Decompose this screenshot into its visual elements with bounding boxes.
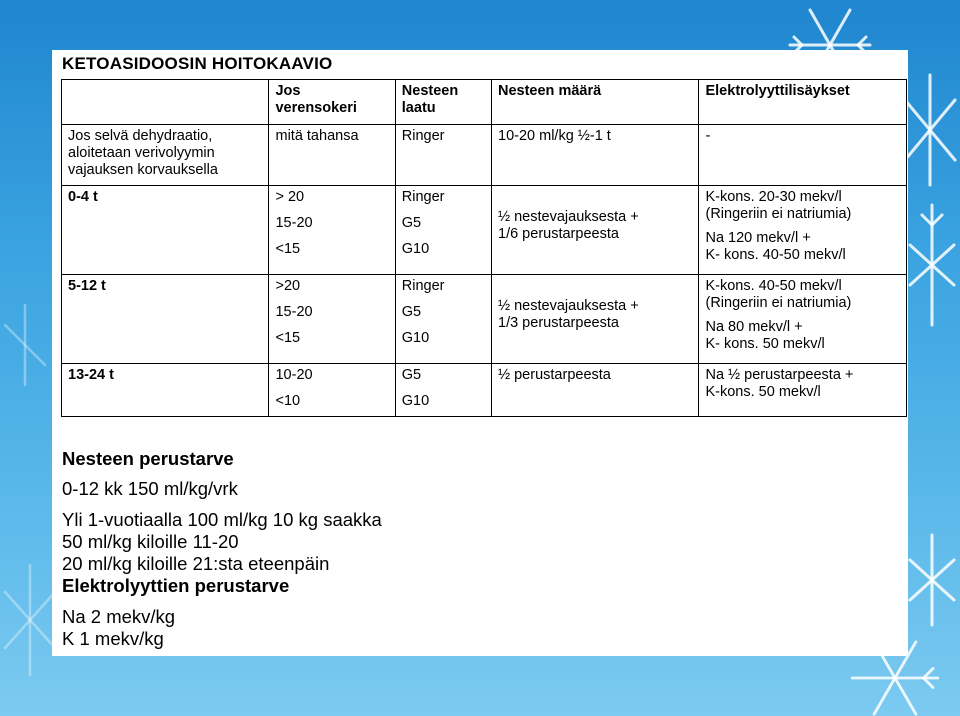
fluid-requirement-infant: 0-12 kk 150 ml/kg/vrk [62, 478, 238, 499]
cell-fluid-amount: ½ perustarpeesta [492, 364, 699, 417]
header-cell-fluid-type: Nesteen laatu [395, 80, 491, 125]
cell-phase: 13-24 t [62, 364, 269, 417]
cell-electrolytes: K-kons. 40-50 mekv/l (Ringeriin ei natriumia) Na 80 mekv/l + K- kons. 50 mekv/l [699, 275, 907, 364]
cell-glucose: >20 15-20 <15 [269, 275, 395, 364]
fluid-requirement-heading: Nesteen perustarve [62, 448, 234, 469]
table-row [62, 275, 907, 364]
cell-phase: 0-4 t [62, 186, 269, 275]
table-header-row [62, 80, 907, 125]
cell-electrolytes: K-kons. 20-30 mekv/l (Ringeriin ei natriumia) Na 120 mekv/l + K- kons. 40-50 mekv/l [699, 186, 907, 275]
header-cell-electrolytes: Elektrolyyttilisäykset [699, 80, 907, 125]
cell-fluid-amount: ½ nestevajauksesta + 1/6 perustarpeesta [492, 186, 699, 275]
header-cell-glucose: Jos verensokeri [269, 80, 395, 125]
page-title: KETOASIDOOSIN HOITOKAAVIO [62, 54, 333, 73]
fluid-requirement-line: 50 ml/kg kiloille 11-20 [62, 531, 239, 552]
cell-phase: Jos selvä dehydraatio, aloitetaan verivolyymin vajauksen korvauksella [62, 125, 269, 186]
cell-glucose: > 20 15-20 <15 [269, 186, 395, 275]
fluid-requirement-line: Yli 1-vuotiaalla 100 ml/kg 10 kg saakka [62, 509, 382, 530]
cell-electrolytes: - [699, 125, 907, 186]
snowflake-icon [905, 530, 960, 630]
electrolyte-requirement-line: Na 2 mekv/kg [62, 606, 176, 627]
cell-fluid-type: Ringer G5 G10 [395, 186, 491, 275]
cell-phase: 5-12 t [62, 275, 269, 364]
snowflake-icon [0, 560, 60, 680]
table-row [62, 364, 907, 417]
table-row [62, 186, 907, 275]
cell-fluid-type: G5 G10 [395, 364, 491, 417]
cell-fluid-amount: 10-20 ml/kg ½-1 t [492, 125, 699, 186]
electrolyte-requirement-heading: Elektrolyyttien perustarve [62, 575, 290, 596]
snowflake-icon [905, 200, 960, 330]
table-row [62, 125, 907, 186]
cell-glucose: 10-20 <10 [269, 364, 395, 417]
cell-fluid-amount: ½ nestevajauksesta + 1/3 perustarpeesta [492, 275, 699, 364]
header-cell-phase [62, 80, 269, 125]
electrolyte-requirement-line: K 1 mekv/kg [62, 628, 164, 649]
cell-fluid-type: Ringer [395, 125, 491, 186]
header-cell-fluid-amount: Nesteen määrä [492, 80, 699, 125]
cell-electrolytes: Na ½ perustarpeesta + K-kons. 50 mekv/l [699, 364, 907, 417]
snowflake-icon [900, 70, 960, 190]
treatment-table [61, 79, 907, 417]
notes-section [62, 448, 382, 650]
cell-fluid-type: Ringer G5 G10 [395, 275, 491, 364]
slide-content [52, 50, 908, 656]
fluid-requirement-line: 20 ml/kg kiloille 21:sta eteenpäin [62, 553, 330, 574]
snowflake-icon [0, 300, 50, 390]
cell-glucose: mitä tahansa [269, 125, 395, 186]
